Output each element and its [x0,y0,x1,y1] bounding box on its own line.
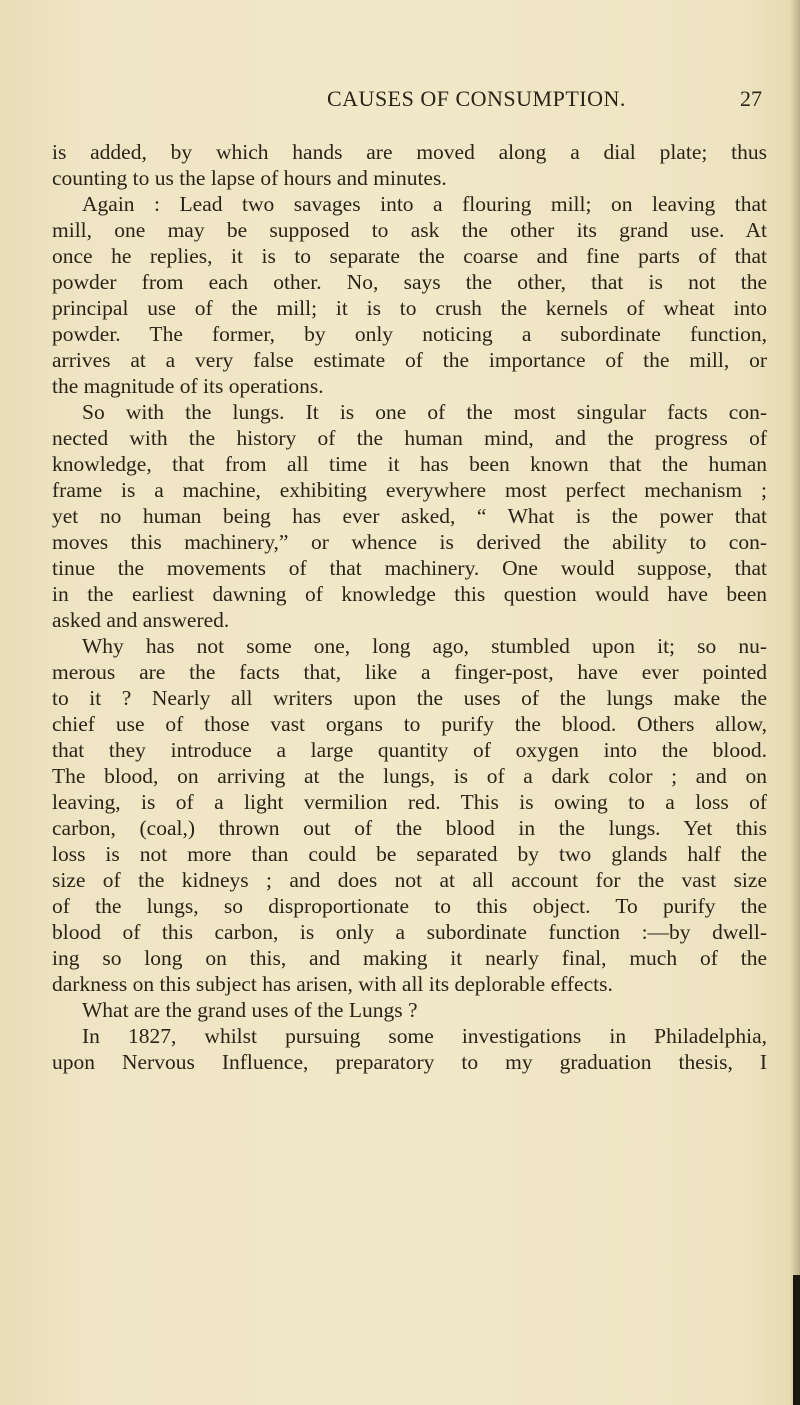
text-line: mill, one may be supposed to ask the other its grand use. At [52,218,767,242]
text-line: size of the kidneys ; and does not at all account for the vast size [52,868,767,892]
scan-edge-mark [793,1275,800,1405]
text-line: asked and answered. [52,608,230,632]
text-line: carbon, (coal,) thrown out of the blood in the lungs. Yet this [52,816,767,840]
text-line: So with the lungs. It is one of the most singular facts con- [82,400,767,424]
running-header [0,86,800,120]
text-line: principal use of the mill; it is to crush the kernels of wheat into [52,296,767,320]
text-line: frame is a machine, exhibiting everywhere most perfect mechanism ; [52,478,767,502]
text-line: In 1827, whilst pursuing some investigations in Philadelphia, [82,1024,767,1048]
text-line: blood of this carbon, is only a subordinate function :—by dwell- [52,920,767,944]
text-line: tinue the movements of that machinery. One would suppose, that [52,556,767,580]
text-line: powder. The former, by only noticing a subordinate function, [52,322,767,346]
text-line: merous are the facts that, like a finger-post, have ever pointed [52,660,767,684]
body-text [52,139,767,1075]
running-title: CAUSES OF CONSUMPTION. [327,86,626,111]
text-line: moves this machinery,” or whence is derived the ability to con- [52,530,767,554]
text-line: yet no human being has ever asked, “ What is the power that [52,504,767,528]
text-line: knowledge, that from all time it has been known that the human [52,452,767,476]
text-line: darkness on this subject has arisen, with all its deplorable effects. [52,972,613,996]
text-line: chief use of those vast organs to purify the blood. Others allow, [52,712,767,736]
text-line: Again : Lead two savages into a flouring mill; on leaving that [82,192,767,216]
text-line: Why has not some one, long ago, stumbled upon it; so nu- [82,634,767,658]
text-line: in the earliest dawning of knowledge this question would have been [52,582,767,606]
page-edge-shadow [790,0,800,1405]
page-number: 27 [740,86,762,111]
text-line: ing so long on this, and making it nearly final, much of the [52,946,767,970]
text-line: of the lungs, so disproportionate to this object. To purify the [52,894,767,918]
text-line: upon Nervous Influence, preparatory to my graduation thesis, I [52,1050,767,1074]
text-line: arrives at a very false estimate of the importance of the mill, or [52,348,767,372]
text-line: nected with the history of the human mind, and the progress of [52,426,767,450]
text-line: is added, by which hands are moved along a dial plate; thus [52,140,767,164]
text-line: loss is not more than could be separated by two glands half the [52,842,767,866]
text-line: once he replies, it is to separate the coarse and fine parts of that [52,244,767,268]
text-line: that they introduce a large quantity of oxygen into the blood. [52,738,767,762]
text-line: What are the grand uses of the Lungs ? [82,998,418,1022]
text-line: the magnitude of its operations. [52,374,324,398]
text-line: counting to us the lapse of hours and minutes. [52,166,447,190]
text-line: to it ? Nearly all writers upon the uses of the lungs make the [52,686,767,710]
text-line: powder from each other. No, says the other, that is not the [52,270,767,294]
text-line: The blood, on arriving at the lungs, is of a dark color ; and on [52,764,767,788]
text-line: leaving, is of a light vermilion red. This is owing to a loss of [52,790,767,814]
